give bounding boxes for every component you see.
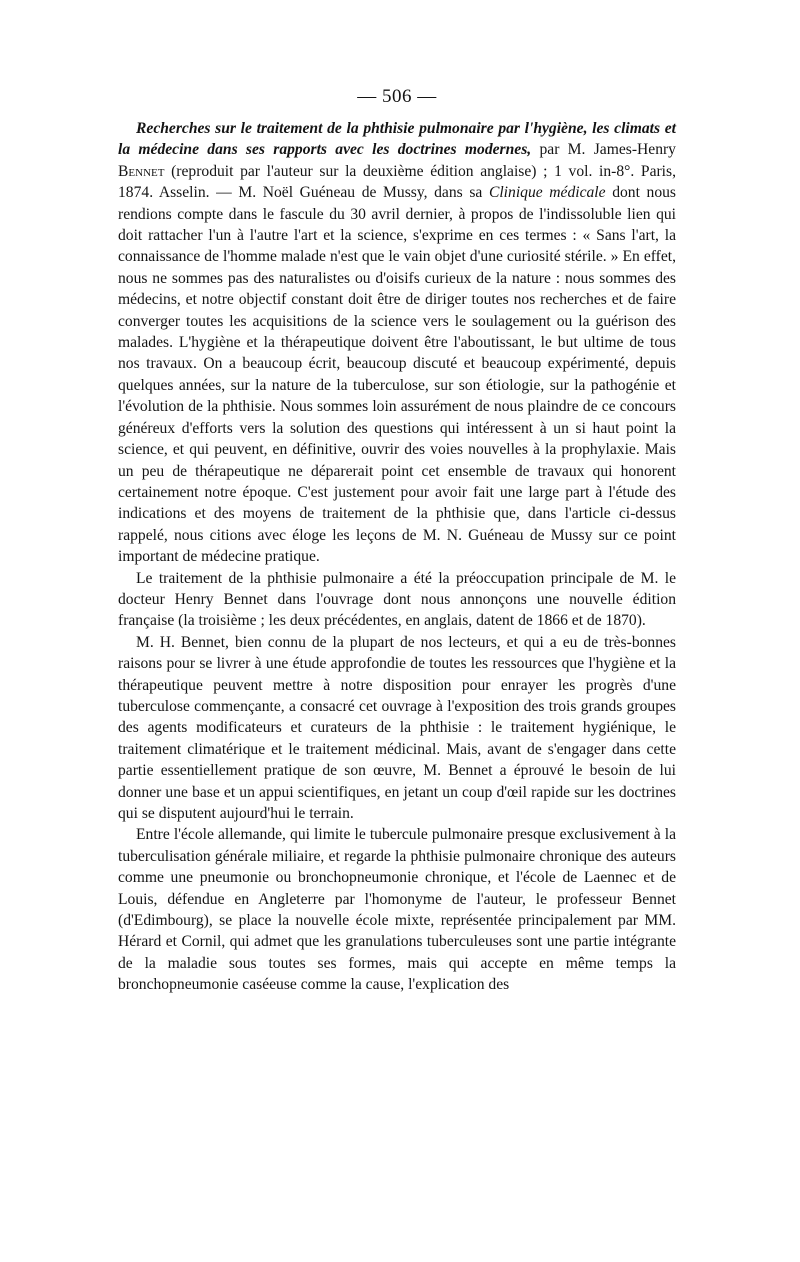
paragraph-text-a: (reproduit par l'auteur sur la deuxième édition anglaise) ; 1 vol. in-8°. Paris, 1874. Asselin. — M. Noël Guéneau de Mussy, dans sa [118, 162, 676, 202]
paragraph-bennet-ouvrage: M. H. Bennet, bien connu de la plupart de nos lecteurs, et qui a eu de très-bonnes raisons pour se livrer à une étude approfondie de toutes les ressources que l'hygiène et la thérapeutique peuvent mettre à notre disposition pour enrayer les progrès d'une tuberculose commençante, a consacré cet ouvrage à l'exposition des trois grands groupes des agents modificateurs et curateurs de la phthisie : le traitement hygiénique, le traitement climatérique et le traitement médicinal. Mais, avant de s'engager dans cette partie essentiellement pratique de son œuvre, M. Bennet a éprouvé le besoin de lui donner une base et un appui scientifiques, en jetant un coup d'œil rapide sur les doctrines qui se disputent aujourd'hui le terrain. [118, 633, 676, 822]
document-page [118, 86, 676, 996]
paragraph-ecoles: Entre l'école allemande, qui limite le tubercule pulmonaire presque exclusivement à la tuberculisation générale miliaire, et regarde la phthisie pulmonaire chronique des auteurs comme une pneumonie ou bronchopneumonie chronique, et l'école de Laennec et de Louis, défendue en Angleterre par l'homonyme de l'auteur, le professeur Bennet (d'Edimbourg), se place la nouvelle école mixte, représentée principalement par MM. Hérard et Cornil, qui admet que les granulations tuberculeuses sont une partie intégrante de la maladie sous toutes ses formes, mais qui accepte en même temps la bronchopneumonie caséeuse comme la cause, l'explication des [118, 826, 676, 994]
author-prefix: par M. James-Henry [531, 141, 676, 159]
paragraph-review-bennet [118, 118, 676, 568]
paragraph-text-b: dont nous rendions compte dans le fascule du 30 avril dernier, à propos de l'indissoluble lien qui doit rattacher l'un à l'autre l'art et la science, s'exprime en ces termes : « Sans l'art, la connaissance de l'homme malade n'est que le vain objet d'une curiosité stérile. » En effet, nous ne sommes pas des naturalistes ou d'oisifs curieux de la nature : nous sommes des médecins, et notre objectif constant doit être de diriger toutes nos recherches et de faire converger toutes les acquisitions de la science vers le soulagement ou la guérison des malades. L'hygiène et la thérapeutique doivent être l'aboutissant, le but ultime de tous nos travaux. On a beaucoup écrit, beaucoup discuté et beaucoup expérimenté, depuis quelques années, sur la nature de la tuberculose, sur son étiologie, sur la pathogénie et l'évolution de la phthisie. Nous sommes loin assurément de nous plaindre de ce concours généreux d'efforts vers la solution des questions qui intéressent à un si haut point la science, et qui peuvent, en définitive, ouvrir des voies nouvelles à la prophylaxie. Mais un peu de thérapeutique ne déparerait point cet ensemble de travaux qui honorent certainement notre époque. C'est justement pour avoir fait une large part à l'étude des indications et des moyens de traitement de la phthisie que, dans l'article ci-dessus rappelé, nous citions avec éloge les leçons de M. N. Guéneau de Mussy sur ce point important de médecine pratique. [118, 184, 676, 566]
book-title: Recherches sur le traitement de la phthisie pulmonaire par l'hygiène, les climats et la médecine dans ses rapports avec les doctrines modernes, [118, 120, 676, 159]
author-surname: Bennet [118, 162, 165, 180]
page-number: — 506 — [357, 86, 437, 107]
clinique-title: Clinique médicale [488, 184, 606, 202]
paragraph-traitement: Le traitement de la phthisie pulmonaire a été la préoccupation principale de M. le docteur Henry Bennet dans l'ouvrage dont nous annonçons une nouvelle édition française (la troisième ; les deux précédentes, en anglais, datent de 1866 et de 1870). [118, 569, 676, 630]
